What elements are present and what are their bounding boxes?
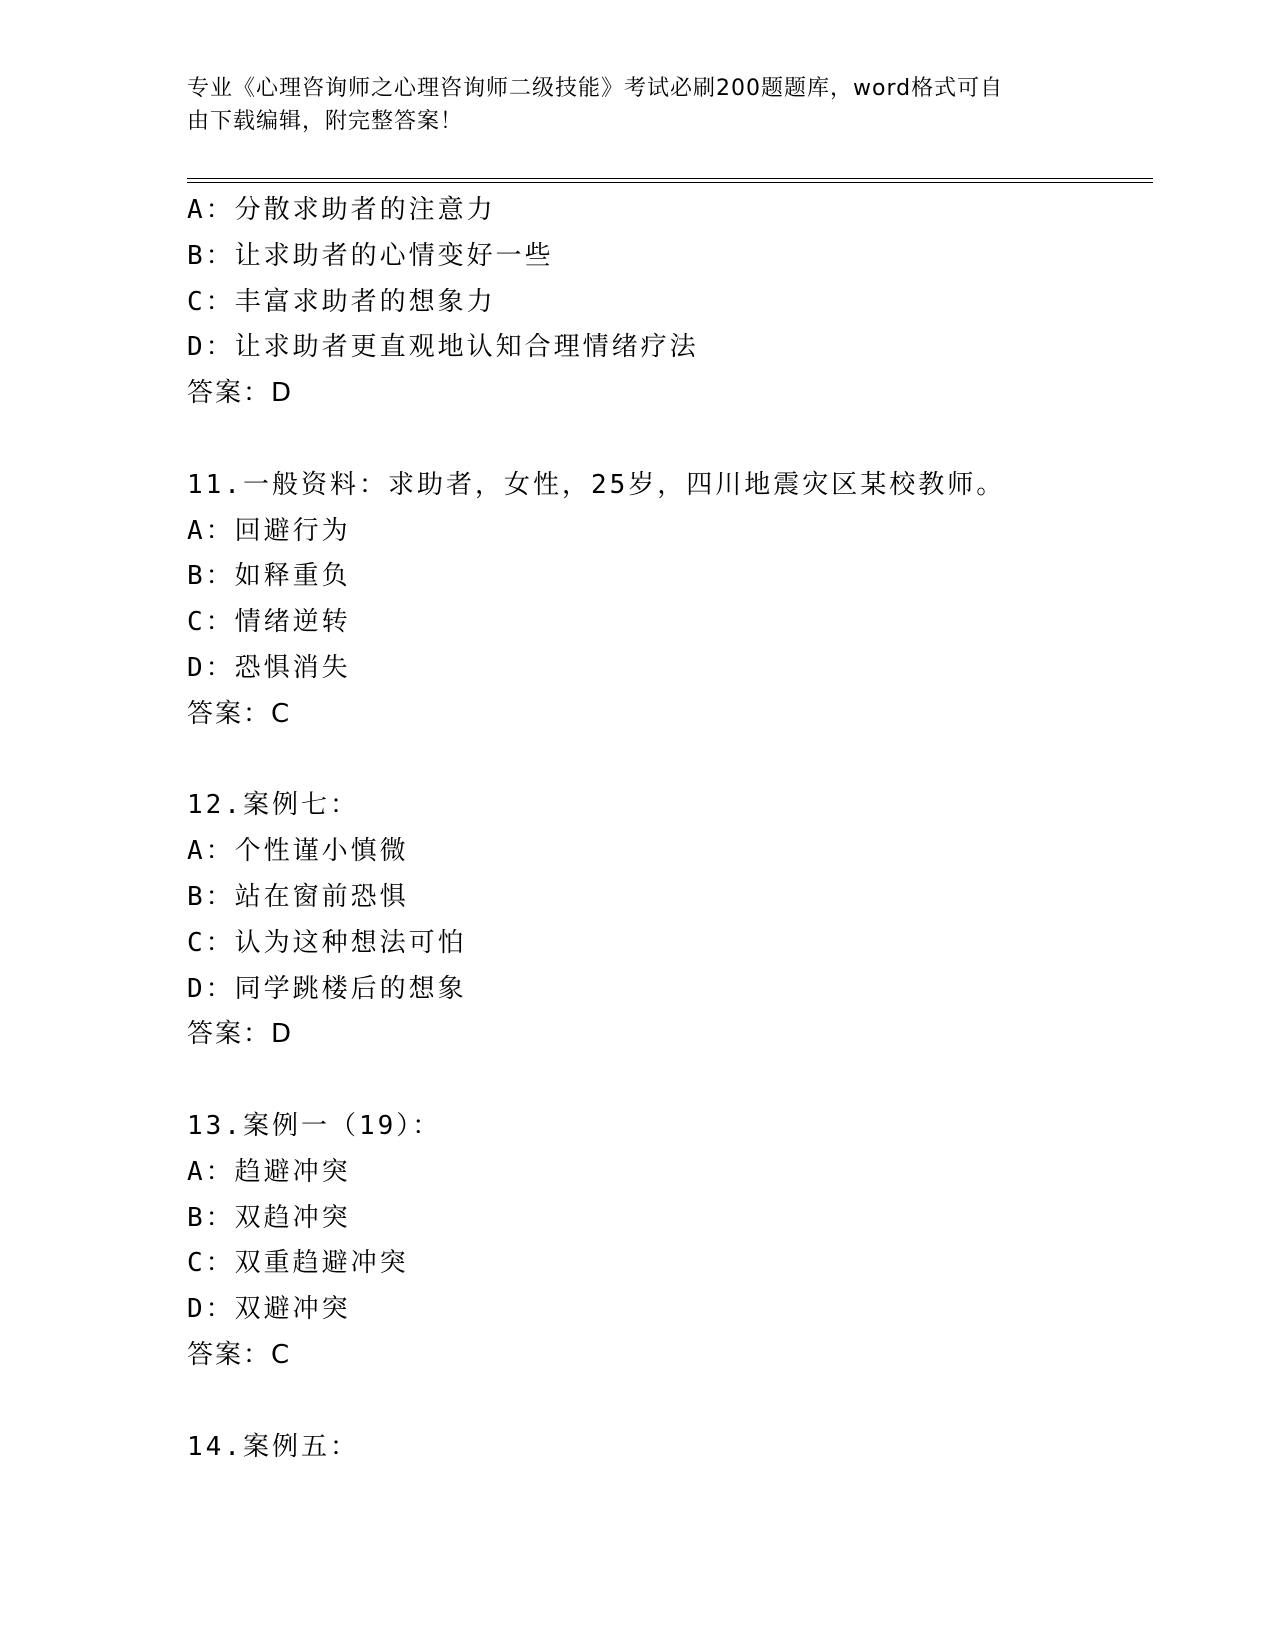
option-b: B：站在窗前恐惧 [187, 881, 409, 912]
header-line-2: 由下载编辑，附完整答案！ [187, 109, 464, 134]
question-block-11 [187, 463, 1153, 738]
answer-line: 答案：C [187, 1339, 292, 1370]
option-c: C：丰富求助者的想象力 [187, 286, 496, 317]
option-a: A：趋避冲突 [187, 1156, 351, 1187]
header-divider-top [187, 178, 1153, 179]
option-d: D：恐惧消失 [187, 652, 351, 683]
header-line-1: 专业《心理咨询师之心理咨询师二级技能》考试必刷200题题库，word格式可自 [187, 76, 1004, 101]
spacer [187, 1058, 1153, 1104]
question-block-12 [187, 783, 1153, 1058]
question-title: 13.案例一（19）： [187, 1110, 442, 1141]
document-header [187, 72, 1067, 138]
option-d: D：让求助者更直观地认知合理情绪疗法 [187, 332, 699, 363]
option-c: C：认为这种想法可怕 [187, 927, 467, 958]
answer-line: 答案：D [187, 1019, 294, 1050]
answer-line: 答案：D [187, 378, 294, 409]
option-b: B：如释重负 [187, 561, 351, 592]
spacer [187, 738, 1153, 784]
question-list [187, 188, 1153, 1470]
option-b: B：让求助者的心情变好一些 [187, 240, 554, 271]
question-block-13 [187, 1104, 1153, 1379]
option-a: A：回避行为 [187, 515, 351, 546]
option-c: C：双重趋避冲突 [187, 1248, 409, 1279]
question-title: 12.案例七： [187, 790, 359, 821]
answer-line: 答案：C [187, 698, 292, 729]
option-d: D：双避冲突 [187, 1294, 351, 1325]
question-block-previous [187, 188, 1153, 417]
spacer [187, 417, 1153, 463]
option-c: C：情绪逆转 [187, 607, 351, 638]
question-block-14 [187, 1425, 1153, 1471]
option-a: A：个性谨小慎微 [187, 836, 409, 867]
question-title: 11.一般资料：求助者，女性，25岁，四川地震灾区某校教师。 [187, 469, 1006, 500]
option-a: A：分散求助者的注意力 [187, 195, 496, 225]
question-title: 14.案例五： [187, 1431, 359, 1462]
option-d: D：同学跳楼后的想象 [187, 973, 467, 1004]
header-divider-bottom [187, 182, 1153, 183]
spacer [187, 1379, 1153, 1425]
option-b: B：双趋冲突 [187, 1202, 351, 1233]
